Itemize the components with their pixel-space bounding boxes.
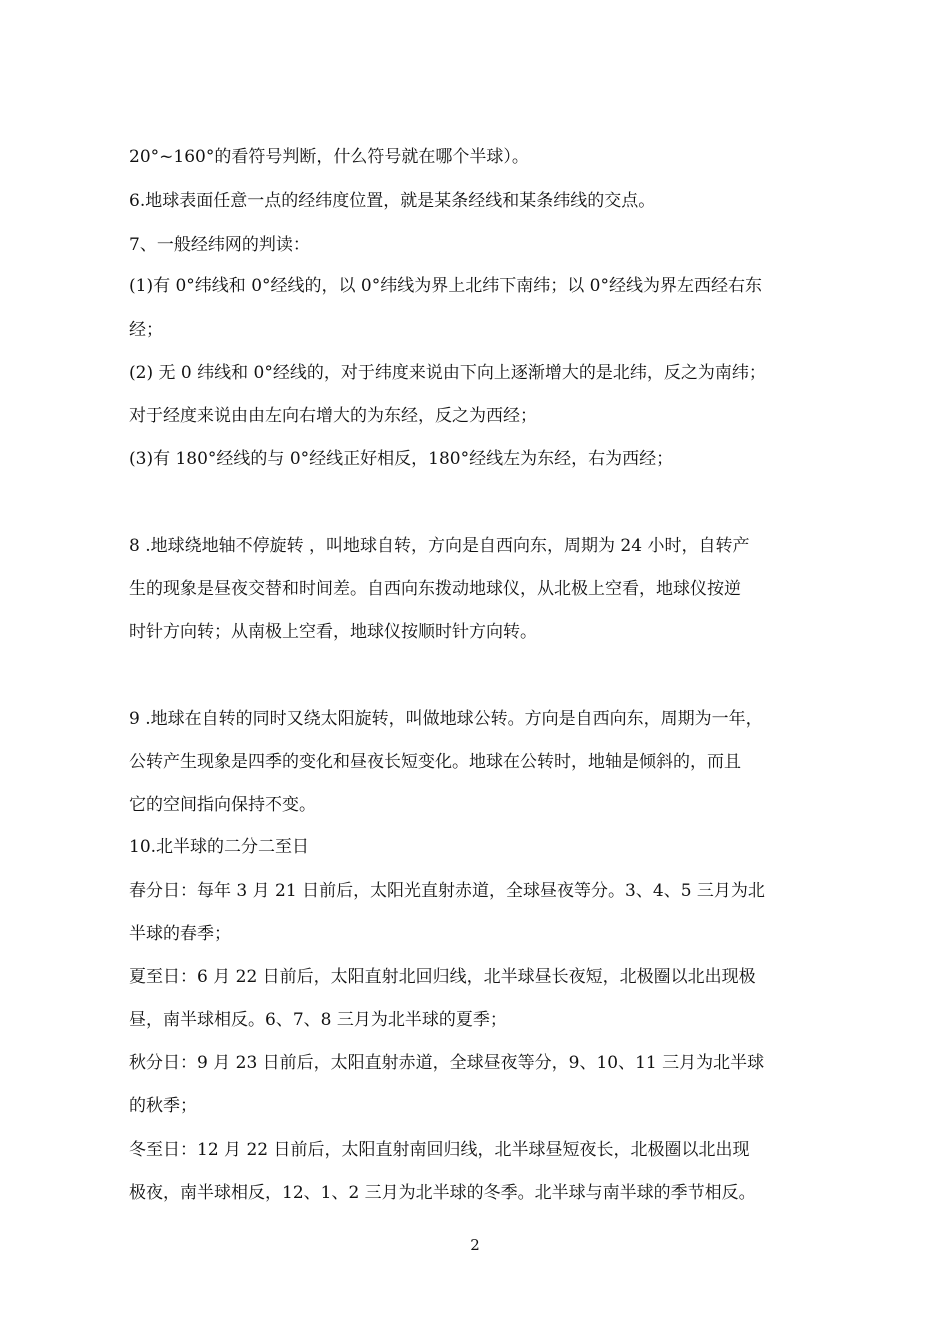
text-line: 极夜，南半球相反，12、1、2 三月为北半球的冬季。北半球与南半球的季节相反。 — [129, 1183, 756, 1203]
page-number: 2 — [470, 1236, 480, 1254]
text-line: 春分日：每年 3 月 21 日前后，太阳光直射赤道，全球昼夜等分。3、4、5 三月为北 — [129, 881, 765, 901]
text-line: 秋分日：9 月 23 日前后，太阳直射赤道，全球昼夜等分，9、10、11 三月为北半球 — [129, 1053, 765, 1073]
text-line: 冬至日：12 月 22 日前后，太阳直射南回归线，北半球昼短夜长，北极圈以北出现 — [129, 1140, 750, 1160]
text-line: (2) 无 0 纬线和 0°经线的，对于纬度来说由下向上逐渐增大的是北纬，反之为南纬； — [129, 363, 766, 383]
text-line: 的秋季； — [129, 1096, 197, 1116]
text-line: 夏至日：6 月 22 日前后，太阳直射北回归线，北半球昼长夜短，北极圈以北出现极 — [129, 967, 756, 987]
text-line: 时针方向转；从南极上空看，地球仪按顺时针方向转。 — [129, 622, 537, 642]
text-line: 经； — [129, 320, 163, 340]
text-line: 9 .地球在自转的同时又绕太阳旋转，叫做地球公转。方向是自西向东，周期为一年， — [129, 709, 763, 729]
text-line: 公转产生现象是四季的变化和昼夜长短变化。地球在公转时，地轴是倾斜的，而且 — [129, 752, 741, 772]
text-line: 8 .地球绕地轴不停旋转 ，叫地球自转，方向是自西向东，周期为 24 小时，自转产 — [129, 536, 750, 556]
text-line: 20°~160°的看符号判断，什么符号就在哪个半球）。 — [129, 147, 529, 167]
text-line: 它的空间指向保持不变。 — [129, 795, 316, 815]
text-line: 半球的春季； — [129, 924, 231, 944]
text-line: 10.北半球的二分二至日 — [129, 837, 310, 857]
text-line: (3)有 180°经线的与 0°经线正好相反，180°经线左为东经，右为西经； — [129, 449, 674, 469]
text-line: 对于经度来说由由左向右增大的为东经，反之为西经； — [129, 406, 537, 426]
text-line: (1)有 0°纬线和 0°经线的，以 0°纬线为界上北纬下南纬；以 0°经线为界左西经右东 — [129, 276, 762, 296]
text-line: 生的现象是昼夜交替和时间差。自西向东拨动地球仪，从北极上空看，地球仪按逆 — [129, 579, 741, 599]
text-line: 7、一般经纬网的判读： — [129, 235, 310, 255]
text-line: 昼，南半球相反。6、7、8 三月为北半球的夏季； — [129, 1010, 507, 1030]
text-line: 6.地球表面任意一点的经纬度位置，就是某条经线和某条纬线的交点。 — [129, 191, 656, 211]
